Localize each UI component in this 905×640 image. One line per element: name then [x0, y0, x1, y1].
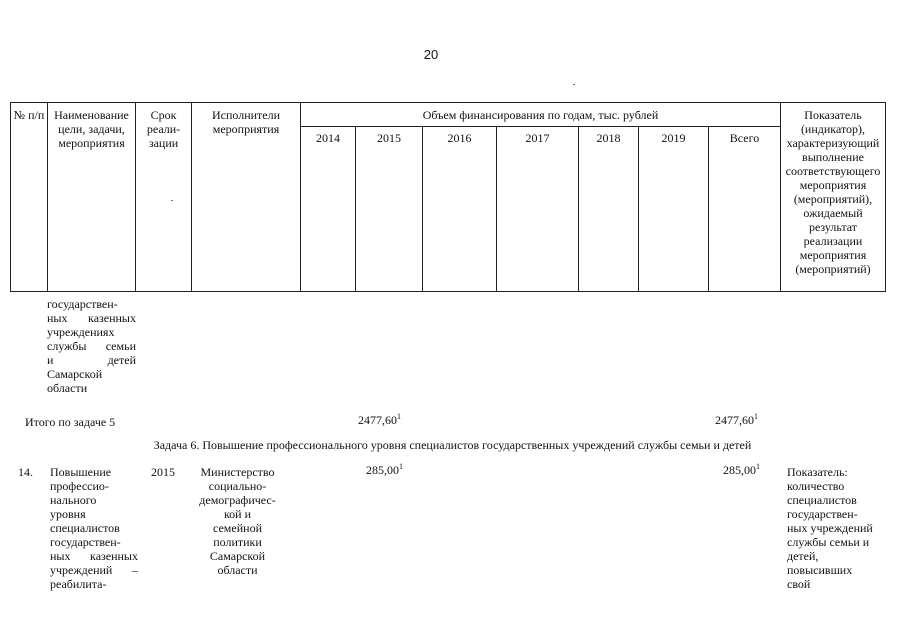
header-year-2019: 2019 [639, 127, 709, 292]
row14-num: 14. [18, 465, 33, 479]
header-num: № п/п [11, 103, 48, 292]
row14-name-line: специалистов [50, 521, 120, 535]
row14-name-line: нального [50, 493, 97, 507]
row14-indicator-line: Показатель: [787, 465, 848, 479]
row14-executor-line: социально- [208, 479, 267, 493]
header-year-2018: 2018 [579, 127, 639, 292]
row14-executor-line: области [217, 563, 258, 577]
row14-total [723, 463, 760, 477]
header-year-2014: 2014 [301, 127, 356, 292]
row14-indicator-line: повысивших [787, 563, 853, 577]
footnote-marker: 1 [756, 462, 760, 471]
header-year-2015: 2015 [356, 127, 423, 292]
row14-executor-line: Самарской [209, 549, 266, 563]
continuation-line: и детей [47, 353, 136, 367]
row14-value-2015: 285,00 [366, 463, 399, 477]
row14-name-cell [50, 465, 138, 591]
task6-heading: Задача 6. Повышение профессионального уровня специалистов государственных учреждений службы семьи и детей [153, 438, 752, 452]
continuation-line: Самарской [47, 367, 103, 381]
task5-total-2015 [358, 413, 401, 427]
row14-indicator-cell [787, 465, 897, 591]
row14-indicator-line: количество [787, 479, 845, 493]
row14-indicator-line: детей, [787, 549, 819, 563]
page-number: 20 [423, 47, 439, 62]
footnote-marker: 1 [399, 462, 403, 471]
row14-name-line: профессио- [50, 479, 109, 493]
task5-value-2015: 2477,60 [358, 413, 397, 427]
row14-indicator-line: ных учреждений [787, 521, 873, 535]
continuation-line: службы семьи [47, 339, 136, 353]
row14-executor-line: кой и [223, 507, 252, 521]
header-indicator: Показатель (индикатор), характеризующий выполнение соответствующего мероприятия (мероприятий), ожидаемый результат реализации мероприятия (мероприятий) [781, 103, 886, 292]
header-total: Всего [709, 127, 781, 292]
header-year-2016: 2016 [423, 127, 497, 292]
task5-total-label: Итого по задаче 5 [25, 415, 116, 429]
row14-executor-cell [183, 465, 292, 577]
continuation-name-cell [47, 297, 136, 395]
continuation-line: учреждениях [47, 325, 115, 339]
task5-total-sum [715, 413, 758, 427]
scan-speck [171, 200, 173, 201]
header-name: Наименование цели, задачи, мероприятия [48, 103, 136, 292]
row14-indicator-line: свой [787, 577, 811, 591]
task5-value-total: 2477,60 [715, 413, 754, 427]
row14-name-line: ных казенных [50, 549, 138, 563]
row14-name-line: государствен- [50, 535, 121, 549]
row14-value-total: 285,00 [723, 463, 756, 477]
row14-name-line: Повышение [50, 465, 112, 479]
header-funding-title: Объем финансирования по годам, тыс. рублей [301, 103, 781, 127]
row14-name-line: реабилита- [50, 577, 107, 591]
row14-term: 2015 [151, 465, 175, 479]
funding-table-header [10, 102, 886, 292]
header-year-2017: 2017 [497, 127, 579, 292]
row14-indicator-line: государствен- [787, 507, 858, 521]
continuation-line: области [47, 381, 88, 395]
row14-2015 [366, 463, 403, 477]
footnote-marker: 1 [754, 412, 758, 421]
row14-indicator-line: службы семьи и [787, 535, 870, 549]
scan-speck [573, 84, 575, 85]
row14-executor-line: политики [213, 535, 262, 549]
footnote-marker: 1 [397, 412, 401, 421]
row14-executor-line: демографичес- [199, 493, 276, 507]
continuation-line: ных казенных [47, 311, 136, 325]
row14-name-line: уровня [50, 507, 86, 521]
row14-name-line: учреждений – [50, 563, 138, 577]
row14-indicator-line: специалистов [787, 493, 857, 507]
header-executors: Исполнители мероприятия [192, 103, 301, 292]
continuation-line: государствен- [47, 297, 118, 311]
row14-executor-line: семейной [213, 521, 262, 535]
row14-executor-line: Министерство [200, 465, 275, 479]
header-term: Срок реали-зации [136, 103, 192, 292]
